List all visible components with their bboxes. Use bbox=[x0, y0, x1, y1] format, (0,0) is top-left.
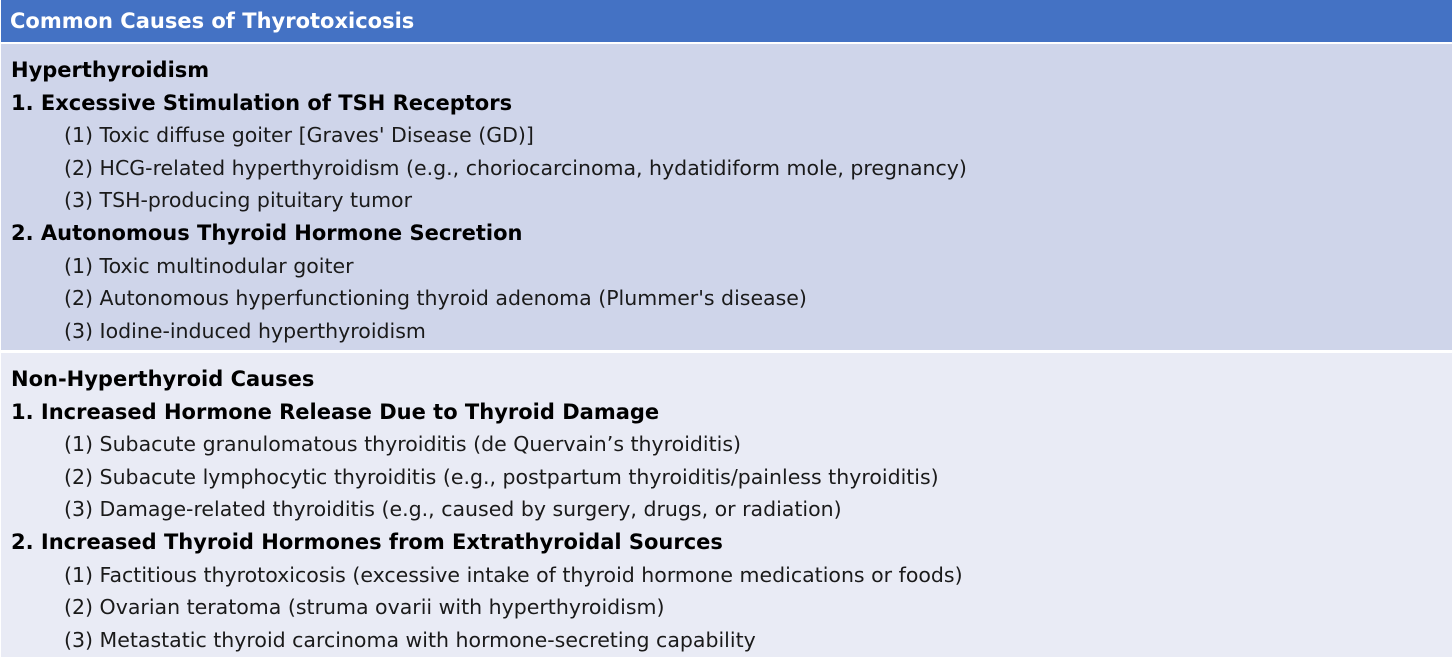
list-item: (2) Ovarian teratoma (struma ovarii with hyperthyroidism) bbox=[64, 595, 665, 620]
list-item: (1) Toxic multinodular goiter bbox=[64, 253, 354, 278]
group-label: 1. Increased Hormone Release Due to Thyroid Damage bbox=[11, 399, 660, 424]
list-item: (3) Metastatic thyroid carcinoma with hormone-secreting capability bbox=[64, 627, 756, 652]
list-item: (3) Damage-related thyroiditis (e.g., caused by surgery, drugs, or radiation) bbox=[64, 497, 842, 522]
list-item: (3) TSH-producing pituitary tumor bbox=[64, 188, 413, 213]
section-non-hyperthyroid bbox=[1, 353, 1452, 657]
group-label: 2. Autonomous Thyroid Hormone Secretion bbox=[11, 220, 523, 245]
list-item: (2) HCG-related hyperthyroidism (e.g., choriocarcinoma, hydatidiform mole, pregnancy) bbox=[64, 155, 967, 180]
table-title: Common Causes of Thyrotoxicosis bbox=[1, 0, 1452, 42]
list-item: (2) Autonomous hyperfunctioning thyroid adenoma (Plummer's disease) bbox=[64, 286, 807, 311]
group-label: 1. Excessive Stimulation of TSH Receptors bbox=[11, 90, 513, 115]
section-heading: Hyperthyroidism bbox=[11, 58, 210, 82]
list-item: (2) Subacute lymphocytic thyroiditis (e.g., postpartum thyroiditis/painless thyroiditis) bbox=[64, 464, 939, 489]
group-label: 2. Increased Thyroid Hormones from Extrathyroidal Sources bbox=[11, 529, 723, 554]
list-item: (3) Iodine-induced hyperthyroidism bbox=[64, 318, 426, 343]
list-item: (1) Factitious thyrotoxicosis (excessive intake of thyroid hormone medications or foods) bbox=[64, 562, 963, 587]
list-item: (1) Subacute granulomatous thyroiditis (de Quervain’s thyroiditis) bbox=[64, 432, 742, 457]
section-hyperthyroidism bbox=[1, 44, 1452, 350]
section-heading: Non-Hyperthyroid Causes bbox=[11, 367, 315, 391]
list-item: (1) Toxic diffuse goiter [Graves' Disease (GD)] bbox=[64, 123, 534, 148]
